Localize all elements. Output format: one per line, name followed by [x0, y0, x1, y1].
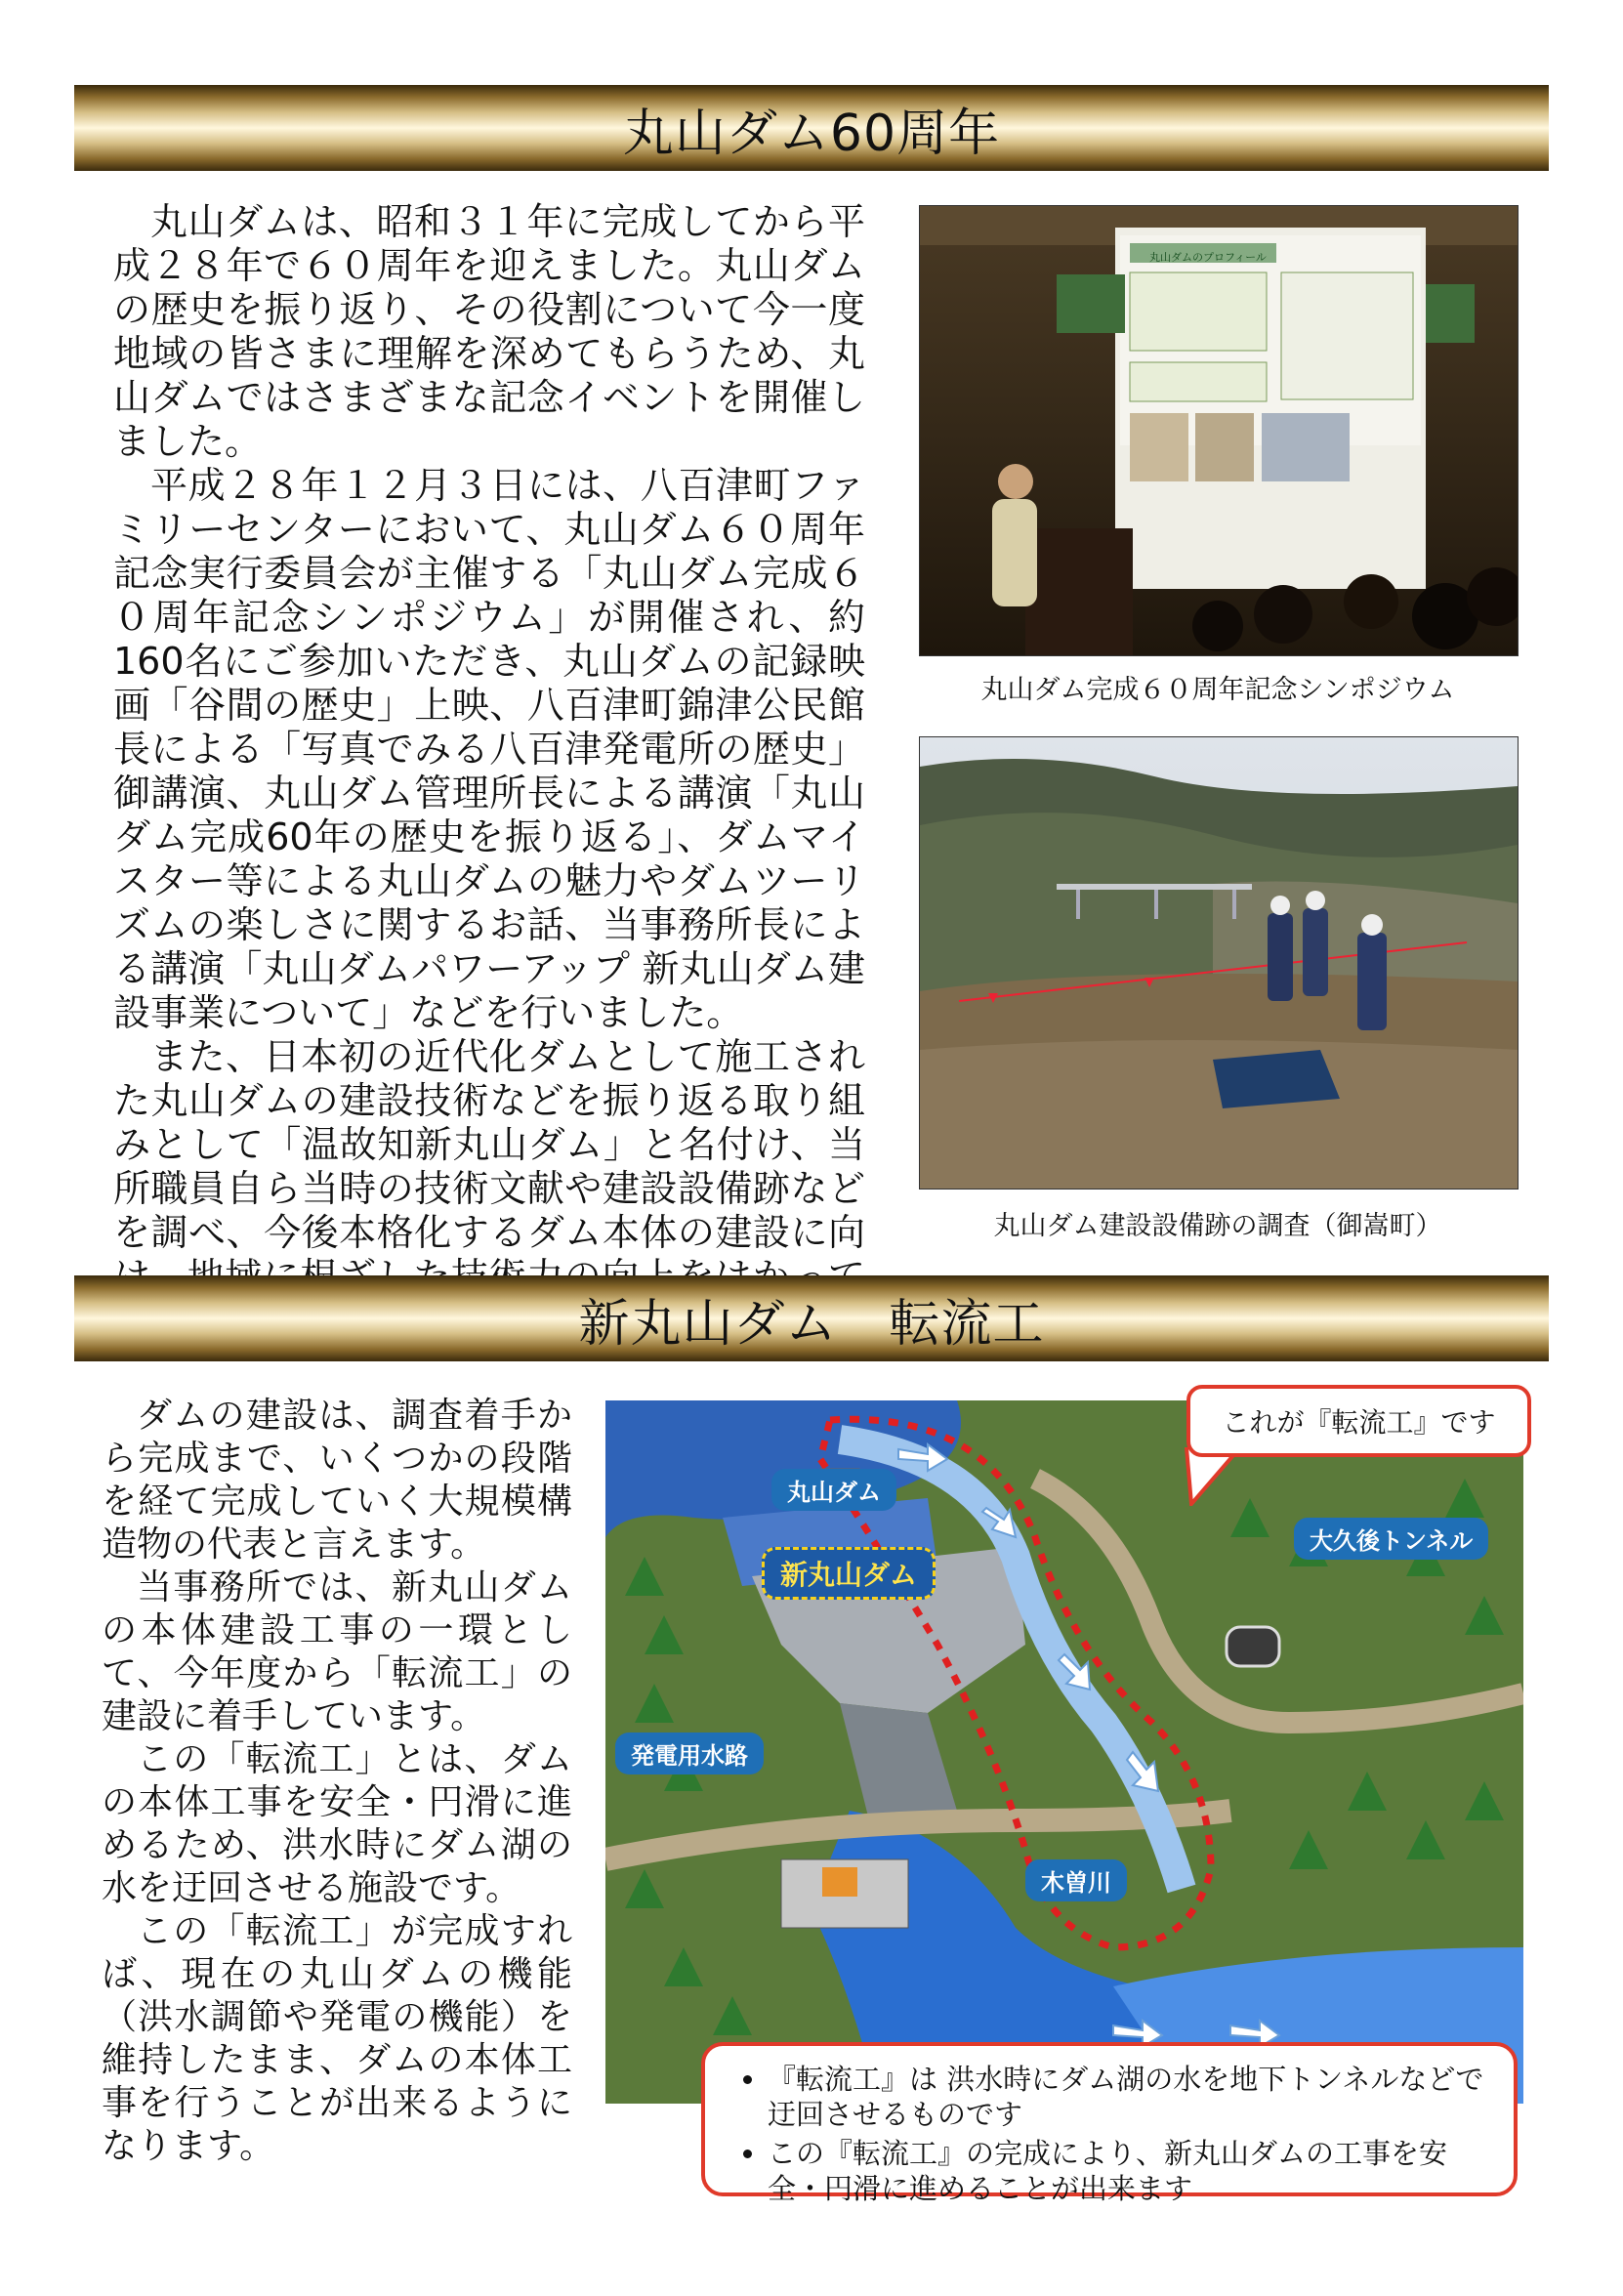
section2-title: 新丸山ダム 転流工 [578, 1294, 1045, 1354]
section1-title: 丸山ダム60周年 [622, 104, 1001, 163]
section2-paragraph-4: この「転流工」が完成すれば、現在の丸山ダムの機能（洪水調節や発電の機能）を維持したまま、ダムの本体工事を行うことが出来るようになります。 [102, 1911, 572, 2166]
label-river: 木曽川 [1025, 1859, 1127, 1901]
section1-paragraph-2: 平成２８年１２月３日には、八百津町ファミリーセンターにおいて、丸山ダム６０周年記念実行委員会が主催する「丸山ダム完成６０周年記念シンポジウム」が開催され、約160名にご参加いただき、丸山ダムの記録映画「谷間の歴史」上映、八百津町錦津公民館長による「写真でみる八百津発電所の歴史」御講演、丸山ダム管理所長による講演「丸山ダム完成60年の歴史を振り返る」、ダムマイスター等による丸山ダムの魅力やダムツーリズムの楽しさに関するお話、当事務所長による講演「丸山ダムパワーアップ 新丸山ダム建設事業について」などを行いました。 [113, 464, 865, 1034]
label-waterway: 発電用水路 [615, 1732, 764, 1774]
diversion-works-diagram [605, 1400, 1523, 2104]
section2-paragraph-3: この「転流工」とは、ダムの本体工事を安全・円滑に進めるため、洪水時にダム湖の水を迂回させる施設です。 [102, 1739, 572, 1908]
section1-paragraph-3: また、日本初の近代化ダムとして施工された丸山ダムの建設技術などを振り返る取り組みとして「温故知新丸山ダム」と名付け、当所職員自ら当時の技術文献や建設設備跡などを調べ、今後本格化するダム本体の建設に向 [113, 1035, 865, 1254]
note-item-1: • 『転流工』は 洪水時にダム湖の水を地下トンネルなどで迂回させるものです [768, 2062, 1488, 2132]
note-item-2: • この『転流工』の完成により、新丸山ダムの工事を安全・円滑に進めることが出来ます [768, 2136, 1488, 2206]
section2-body [102, 1395, 572, 2168]
section2-title-banner [74, 1275, 1549, 1361]
diversion-works-notes [701, 2042, 1518, 2205]
label-maruyama-dam: 丸山ダム [771, 1469, 896, 1511]
section2-paragraph-2: 当事務所では、新丸山ダムの本体建設工事の一環として、今年度から「転流工」の建設に着手しています。 [102, 1567, 572, 1736]
symposium-photo [919, 205, 1519, 656]
label-tunnel: 大久後トンネル [1294, 1518, 1488, 1560]
section1-body [113, 200, 865, 1343]
diversion-works-callout: これが『転流工』です [1186, 1385, 1531, 1457]
site-survey-photo [919, 736, 1519, 1190]
label-shin-maruyama-dam: 新丸山ダム [762, 1547, 936, 1600]
site-survey-photo-caption: 丸山ダム建設設備跡の調査（御嵩町） [993, 1211, 1442, 1241]
section2-paragraph-1: ダムの建設は、調査着手から完成まで、いくつかの段階を経て完成していく大規模構造物の代表と言えます。 [102, 1396, 572, 1565]
section1-paragraph-1: 丸山ダムは、昭和３１年に完成してから平成２８年で６０周年を迎えました。丸山ダムの歴史を振り返り、その役割について今一度地域の皆さまに理解を深めてもらうため、丸山ダムではさまざまな記念イベントを開催しました。 [113, 200, 865, 463]
symposium-photo-caption: 丸山ダム完成６０周年記念シンポジウム [980, 675, 1455, 705]
slide-title: 丸山ダムのプロフィール [1149, 251, 1267, 264]
section1-title-banner [74, 85, 1549, 171]
